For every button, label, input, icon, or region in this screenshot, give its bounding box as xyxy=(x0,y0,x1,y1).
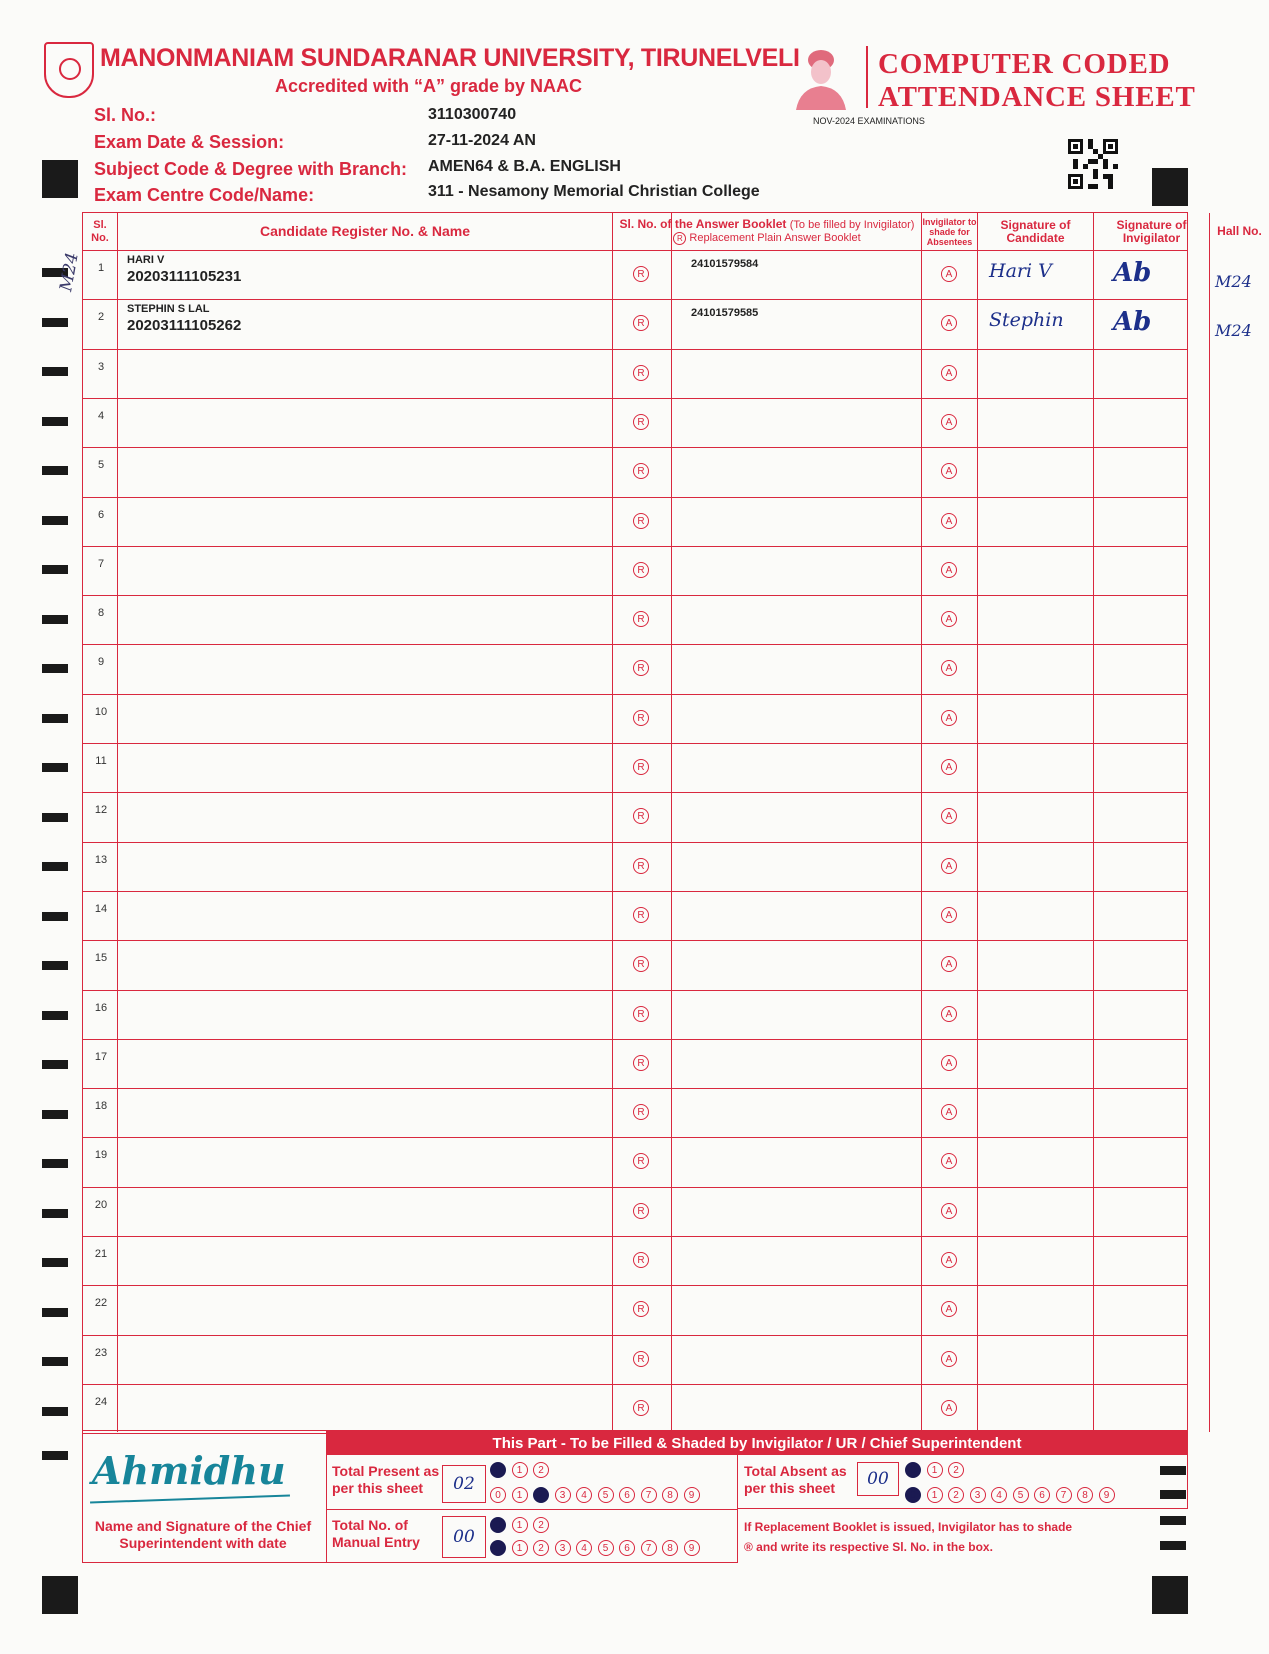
manual-entry-label: Total No. of Manual Entry xyxy=(332,1517,420,1550)
candidate-signature: Stephin xyxy=(989,309,1064,332)
timing-mark xyxy=(42,1258,68,1267)
header-booklet: Sl. No. of the Answer Booklet (To be filled by Invigilator) R Replacement Plain Answer Booklet xyxy=(619,217,915,244)
timing-mark xyxy=(42,1209,68,1218)
university-name: MANONMANIAM SUNDARANAR UNIVERSITY, TIRUNELVELI xyxy=(100,44,800,72)
replacement-bubble[interactable]: R xyxy=(633,1006,649,1022)
replacement-bubble[interactable]: R xyxy=(633,463,649,479)
manual-units-bubble-1[interactable]: 1 xyxy=(512,1540,528,1556)
row-number: 15 xyxy=(94,952,108,965)
absent-units-bubble-5[interactable]: 5 xyxy=(1013,1487,1029,1503)
field-label-centre: Exam Centre Code/Name: xyxy=(94,185,315,205)
header-sig-candidate: Signature of Candidate xyxy=(1000,217,1071,245)
hall-number: M24 xyxy=(1215,321,1252,341)
timing-mark xyxy=(42,1060,68,1069)
timing-mark xyxy=(1160,1541,1186,1550)
timing-mark xyxy=(42,961,68,970)
row-number: 23 xyxy=(94,1346,108,1359)
header-candidate: Candidate Register No. & Name xyxy=(259,223,471,239)
timing-mark xyxy=(42,565,68,574)
timing-mark xyxy=(42,763,68,772)
replacement-bubble[interactable]: R xyxy=(633,1104,649,1120)
absent-units-bubble-6[interactable]: 6 xyxy=(1034,1487,1050,1503)
absent-bubble[interactable]: A xyxy=(941,907,957,923)
session-label: NOV-2024 EXAMINATIONS xyxy=(813,116,925,126)
founder-portrait xyxy=(790,44,852,110)
registration-mark-left xyxy=(42,160,78,198)
absent-units-bubble-2[interactable]: 2 xyxy=(948,1487,964,1503)
row-number: 14 xyxy=(94,902,108,915)
present-units-bubble-0[interactable]: 0 xyxy=(490,1487,506,1503)
timing-mark xyxy=(42,516,68,525)
row-number: 9 xyxy=(97,656,105,669)
absent-bubble[interactable]: A xyxy=(941,463,957,479)
replacement-icon: R xyxy=(673,232,686,245)
chief-signature: Ahmidhu xyxy=(92,1448,286,1493)
manual-units-bubble-9[interactable]: 9 xyxy=(684,1540,700,1556)
chief-label: Name and Signature of the Chief Superintendent with date xyxy=(94,1518,312,1551)
row-number: 11 xyxy=(95,755,107,767)
manual-units-bubble-3[interactable]: 3 xyxy=(555,1540,571,1556)
present-tens-bubble-0[interactable]: 0 xyxy=(490,1462,506,1478)
manual-tens-bubble-1[interactable]: 1 xyxy=(512,1517,528,1533)
absent-units-bubble-3[interactable]: 3 xyxy=(970,1487,986,1503)
row-number: 17 xyxy=(94,1050,108,1063)
timing-mark xyxy=(42,318,68,327)
replacement-bubble[interactable]: R xyxy=(633,1252,649,1268)
manual-entry-value[interactable]: 00 xyxy=(442,1516,486,1558)
header-absent: Invigilator to shade for Absentees xyxy=(922,216,977,247)
absent-tens-bubble-2[interactable]: 2 xyxy=(948,1462,964,1478)
row-number: 18 xyxy=(94,1100,108,1113)
timing-mark xyxy=(1160,1516,1186,1525)
manual-units-bubble-0[interactable]: 0 xyxy=(490,1540,506,1556)
replacement-bubble[interactable]: R xyxy=(633,858,649,874)
row-number: 7 xyxy=(97,557,105,570)
field-label-exam-date: Exam Date & Session: xyxy=(94,132,285,152)
sheet-title: COMPUTER CODED ATTENDANCE SHEET xyxy=(878,48,1196,113)
total-absent-label: Total Absent as per this sheet xyxy=(744,1463,847,1496)
absent-bubble[interactable]: A xyxy=(941,1055,957,1071)
absent-bubble[interactable]: A xyxy=(941,562,957,578)
absent-bubble[interactable]: A xyxy=(941,956,957,972)
timing-mark xyxy=(42,1110,68,1119)
row-number: 6 xyxy=(97,508,105,521)
timing-mark xyxy=(42,813,68,822)
timing-mark xyxy=(42,367,68,376)
absent-bubble[interactable]: A xyxy=(941,414,957,430)
present-tens-bubble-2[interactable]: 2 xyxy=(533,1462,549,1478)
present-units-bubble-1[interactable]: 1 xyxy=(512,1487,528,1503)
candidate-register-no: 20203111105262 xyxy=(127,317,242,335)
timing-mark xyxy=(42,862,68,871)
field-label-sl-no: Sl. No.: xyxy=(94,105,156,125)
invigilator-signature: Ab xyxy=(1113,307,1152,338)
candidate-register-no: 20203111105231 xyxy=(127,268,242,285)
footer-title-bar: This Part - To be Filled & Shaded by Invigilator / UR / Chief Superintendent xyxy=(326,1431,1188,1455)
replacement-bubble[interactable]: R xyxy=(633,611,649,627)
replacement-bubble[interactable]: R xyxy=(633,1153,649,1169)
manual-units-bubble-2[interactable]: 2 xyxy=(533,1540,549,1556)
row-number: 2 xyxy=(97,311,105,324)
field-value-exam-date: 27-11-2024 AN xyxy=(428,132,536,149)
timing-mark xyxy=(42,1159,68,1168)
margin-hall-note: M24 xyxy=(56,251,83,293)
row-number: 8 xyxy=(97,607,105,620)
replacement-bubble[interactable]: R xyxy=(633,266,649,282)
header-sl-no: Sl. No. xyxy=(91,218,109,244)
row-number: 3 xyxy=(97,360,105,373)
timing-mark xyxy=(42,1308,68,1317)
replacement-bubble[interactable]: R xyxy=(633,1203,649,1219)
replacement-bubble[interactable]: R xyxy=(633,315,649,331)
invigilator-signature: Ab xyxy=(1113,258,1152,288)
answer-booklet-no: 24101579585 xyxy=(691,307,759,320)
absent-units-bubble-4[interactable]: 4 xyxy=(991,1487,1007,1503)
header-sig-invigilator: Signature of Invigilator xyxy=(1116,217,1187,245)
absent-bubble[interactable]: A xyxy=(941,808,957,824)
present-units-bubble-3[interactable]: 3 xyxy=(555,1487,571,1503)
header-hall: Hall No. xyxy=(1217,224,1262,238)
row-number: 21 xyxy=(94,1248,108,1260)
present-units-bubble-8[interactable]: 8 xyxy=(662,1487,678,1503)
candidate-name: HARI V xyxy=(127,254,165,266)
row-number: 13 xyxy=(94,853,108,866)
absent-bubble[interactable]: A xyxy=(941,1153,957,1169)
absent-bubble[interactable]: A xyxy=(941,1351,957,1367)
row-number: 5 xyxy=(97,459,105,472)
absent-bubble[interactable]: A xyxy=(941,513,957,529)
absent-bubble[interactable]: A xyxy=(941,1104,957,1120)
header-divider xyxy=(866,46,868,108)
replacement-bubble[interactable]: R xyxy=(633,1301,649,1317)
total-absent-value[interactable]: 00 xyxy=(857,1462,899,1496)
replacement-bubble[interactable]: R xyxy=(633,660,649,676)
absent-bubble[interactable]: A xyxy=(941,858,957,874)
replacement-bubble[interactable]: R xyxy=(633,365,649,381)
replacement-bubble[interactable]: R xyxy=(633,562,649,578)
absent-units-bubble-8[interactable]: 8 xyxy=(1077,1487,1093,1503)
row-number: 4 xyxy=(97,409,105,422)
accreditation: Accredited with “A” grade by NAAC xyxy=(275,76,583,96)
row-number: 10 xyxy=(94,705,108,718)
timing-mark xyxy=(42,912,68,921)
field-value-sl-no: 3110300740 xyxy=(428,106,517,123)
replacement-bubble[interactable]: R xyxy=(633,1400,649,1416)
replacement-bubble[interactable]: R xyxy=(633,907,649,923)
timing-mark xyxy=(42,1011,68,1020)
row-number: 16 xyxy=(94,1001,108,1014)
answer-booklet-no: 24101579584 xyxy=(691,258,759,270)
total-present-label: Total Present as per this sheet xyxy=(332,1463,440,1496)
qr-code xyxy=(1068,139,1118,189)
row-number: 20 xyxy=(94,1198,108,1211)
present-tens-bubble-1[interactable]: 1 xyxy=(512,1462,528,1478)
present-units-bubble-2[interactable]: 2 xyxy=(533,1487,549,1503)
present-units-bubble-4[interactable]: 4 xyxy=(576,1487,592,1503)
absent-tens-bubble-0[interactable]: 0 xyxy=(905,1462,921,1478)
row-number: 22 xyxy=(94,1297,108,1310)
absent-units-bubble-7[interactable]: 7 xyxy=(1056,1487,1072,1503)
absent-units-bubble-1[interactable]: 1 xyxy=(927,1487,943,1503)
timing-mark xyxy=(42,1407,68,1416)
timing-mark xyxy=(42,615,68,624)
replacement-bubble[interactable]: R xyxy=(633,414,649,430)
manual-tens-bubble-0[interactable]: 0 xyxy=(490,1517,506,1533)
absent-bubble[interactable]: A xyxy=(941,365,957,381)
field-label-subject: Subject Code & Degree with Branch: xyxy=(94,159,408,179)
field-value-centre: 311 - Nesamony Memorial Christian College xyxy=(428,183,760,200)
attendance-table xyxy=(82,212,1262,1431)
manual-tens-bubble-2[interactable]: 2 xyxy=(533,1517,549,1533)
timing-mark xyxy=(42,664,68,673)
present-units-bubble-5[interactable]: 5 xyxy=(598,1487,614,1503)
hall-number: M24 xyxy=(1215,272,1252,291)
timing-mark xyxy=(42,714,68,723)
present-units-bubble-7[interactable]: 7 xyxy=(641,1487,657,1503)
timing-mark xyxy=(42,417,68,426)
absent-bubble[interactable]: A xyxy=(941,759,957,775)
manual-units-bubble-4[interactable]: 4 xyxy=(576,1540,592,1556)
total-present-value[interactable]: 02 xyxy=(442,1465,486,1503)
absent-bubble[interactable]: A xyxy=(941,1203,957,1219)
field-value-subject: AMEN64 & B.A. ENGLISH xyxy=(428,158,621,175)
registration-mark-bottom-left xyxy=(42,1576,78,1614)
manual-units-bubble-6[interactable]: 6 xyxy=(619,1540,635,1556)
manual-units-bubble-8[interactable]: 8 xyxy=(662,1540,678,1556)
replacement-bubble[interactable]: R xyxy=(633,956,649,972)
absent-units-bubble-0[interactable]: 0 xyxy=(905,1487,921,1503)
replacement-bubble[interactable]: R xyxy=(633,1055,649,1071)
university-logo xyxy=(44,42,94,98)
registration-mark-bottom-right xyxy=(1152,1576,1188,1614)
replacement-bubble[interactable]: R xyxy=(633,808,649,824)
absent-bubble[interactable]: A xyxy=(941,1400,957,1416)
absent-bubble[interactable]: A xyxy=(941,1252,957,1268)
row-number: 19 xyxy=(94,1149,108,1162)
registration-mark-right xyxy=(1152,168,1188,206)
replacement-bubble[interactable]: R xyxy=(633,710,649,726)
present-units-bubble-6[interactable]: 6 xyxy=(619,1487,635,1503)
replacement-bubble[interactable]: R xyxy=(633,513,649,529)
replacement-bubble[interactable]: R xyxy=(633,759,649,775)
row-number: 1 xyxy=(97,262,105,274)
absent-bubble[interactable]: A xyxy=(941,1301,957,1317)
absent-bubble[interactable]: A xyxy=(941,710,957,726)
absent-bubble[interactable]: A xyxy=(941,1006,957,1022)
replacement-bubble[interactable]: R xyxy=(633,1351,649,1367)
timing-mark xyxy=(42,466,68,475)
present-units-bubble-9[interactable]: 9 xyxy=(684,1487,700,1503)
row-number: 12 xyxy=(94,804,108,817)
candidate-signature: Hari V xyxy=(989,260,1052,282)
absent-bubble[interactable]: A xyxy=(941,315,957,331)
replacement-note: If Replacement Booklet is issued, Invigilator has to shade ® and write its respective Sl. No. in the box. xyxy=(744,1520,1073,1554)
manual-units-bubble-5[interactable]: 5 xyxy=(598,1540,614,1556)
absent-units-bubble-9[interactable]: 9 xyxy=(1099,1487,1115,1503)
timing-mark xyxy=(42,1451,68,1460)
manual-units-bubble-7[interactable]: 7 xyxy=(641,1540,657,1556)
absent-bubble[interactable]: A xyxy=(941,611,957,627)
absent-bubble[interactable]: A xyxy=(941,266,957,282)
candidate-name: STEPHIN S LAL xyxy=(127,303,210,316)
timing-mark xyxy=(42,1357,68,1366)
absent-tens-bubble-1[interactable]: 1 xyxy=(927,1462,943,1478)
row-number: 24 xyxy=(94,1395,108,1408)
absent-bubble[interactable]: A xyxy=(941,660,957,676)
